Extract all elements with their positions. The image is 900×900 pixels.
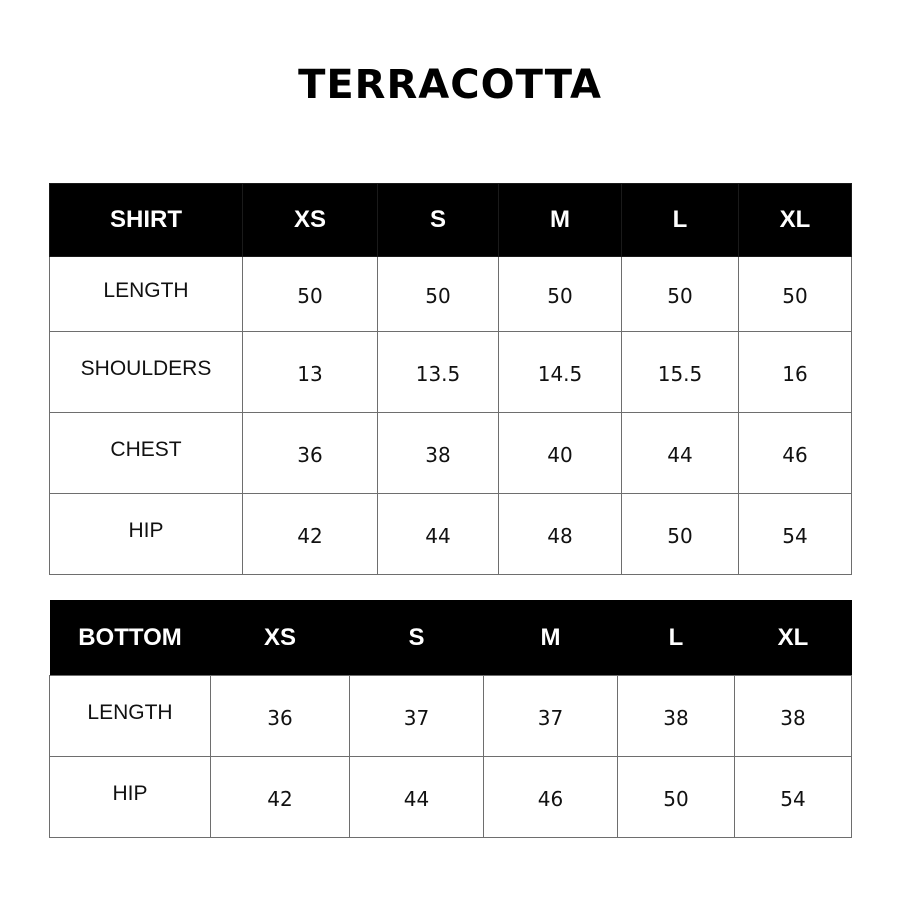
header-category: BOTTOM — [50, 600, 211, 676]
cell-value: 50 — [378, 257, 499, 332]
cell-value: 37 — [484, 676, 618, 757]
bottom-size-table — [49, 600, 852, 838]
header-size-xs: XS — [211, 600, 350, 676]
cell-value: 50 — [622, 494, 739, 575]
row-label: CHEST — [50, 413, 243, 494]
header-size-l: L — [622, 184, 739, 257]
cell-value: 38 — [735, 676, 852, 757]
header-size-xl: XL — [735, 600, 852, 676]
cell-value: 50 — [499, 257, 622, 332]
shirt-size-table — [49, 183, 852, 575]
header-size-xl: XL — [739, 184, 852, 257]
cell-value: 13.5 — [378, 332, 499, 413]
cell-value: 54 — [739, 494, 852, 575]
row-label: SHOULDERS — [50, 332, 243, 413]
table-row — [50, 257, 852, 332]
cell-value: 42 — [211, 757, 350, 838]
table-row — [50, 757, 852, 838]
table-row — [50, 332, 852, 413]
header-size-s: S — [378, 184, 499, 257]
header-size-m: M — [499, 184, 622, 257]
cell-value: 50 — [618, 757, 735, 838]
cell-value: 36 — [243, 413, 378, 494]
header-size-s: S — [350, 600, 484, 676]
row-label: HIP — [50, 757, 211, 838]
header-size-l: L — [618, 600, 735, 676]
cell-value: 54 — [735, 757, 852, 838]
cell-value: 50 — [739, 257, 852, 332]
row-label: LENGTH — [50, 257, 243, 332]
cell-value: 46 — [484, 757, 618, 838]
cell-value: 38 — [378, 413, 499, 494]
cell-value: 40 — [499, 413, 622, 494]
table-row — [50, 494, 852, 575]
table-row — [50, 413, 852, 494]
row-label: LENGTH — [50, 676, 211, 757]
cell-value: 44 — [378, 494, 499, 575]
cell-value: 38 — [618, 676, 735, 757]
table-row — [50, 676, 852, 757]
cell-value: 13 — [243, 332, 378, 413]
cell-value: 15.5 — [622, 332, 739, 413]
header-size-xs: XS — [243, 184, 378, 257]
row-label: HIP — [50, 494, 243, 575]
header-category: SHIRT — [50, 184, 243, 257]
header-size-m: M — [484, 600, 618, 676]
cell-value: 46 — [739, 413, 852, 494]
cell-value: 50 — [622, 257, 739, 332]
cell-value: 14.5 — [499, 332, 622, 413]
cell-value: 37 — [350, 676, 484, 757]
cell-value: 50 — [243, 257, 378, 332]
cell-value: 44 — [622, 413, 739, 494]
table-header-row — [50, 600, 852, 676]
cell-value: 48 — [499, 494, 622, 575]
cell-value: 42 — [243, 494, 378, 575]
cell-value: 36 — [211, 676, 350, 757]
cell-value: 16 — [739, 332, 852, 413]
brand-title: TERRACOTTA — [298, 62, 602, 108]
table-header-row — [50, 184, 852, 257]
cell-value: 44 — [350, 757, 484, 838]
